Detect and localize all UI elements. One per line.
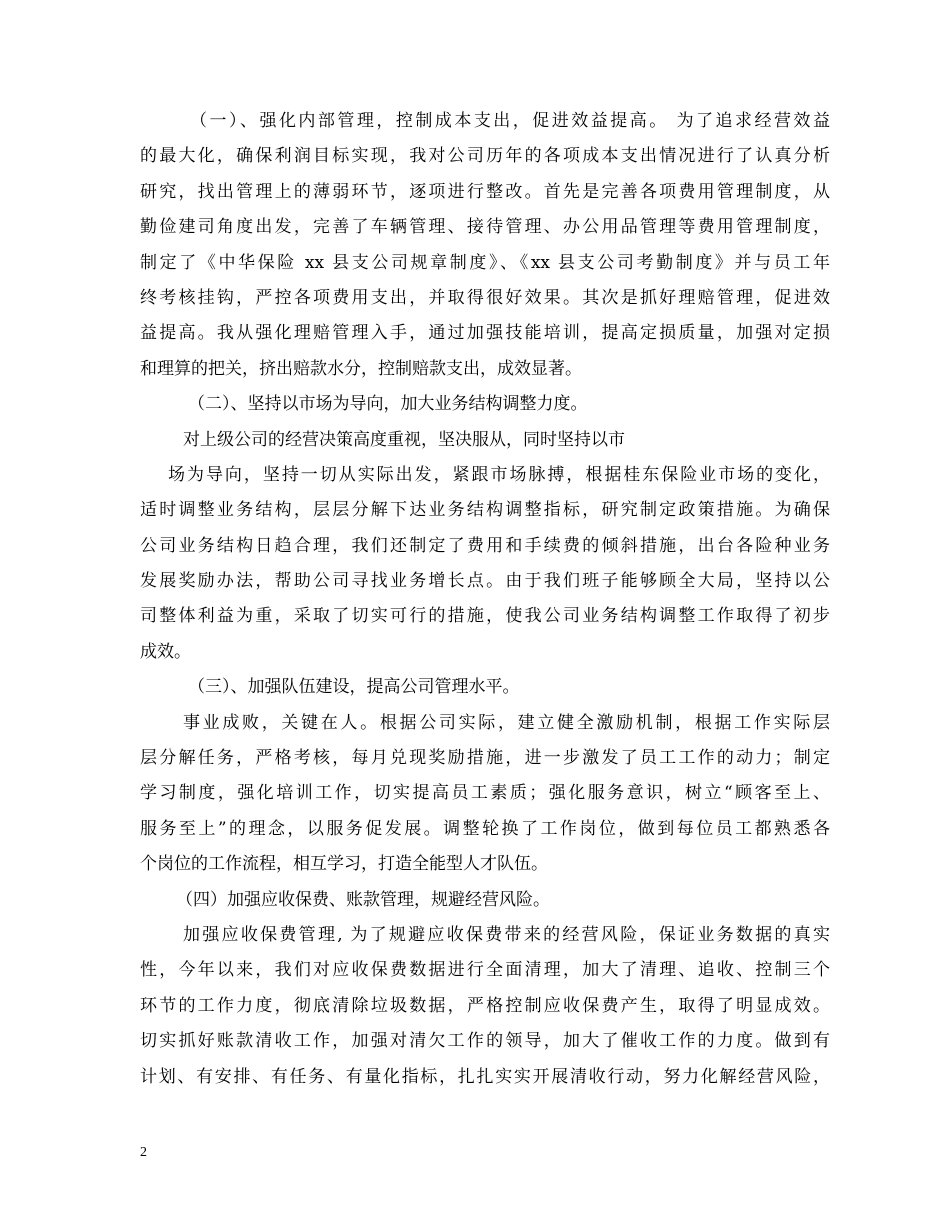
text-line: 计划、有安排、有任务、有量化指标，扎扎实实开展清收行动，努力化解经营风险， [140,1066,830,1087]
text-line: 司整体利益为重，采取了切实可行的措施，使我公司业务结构调整工作取得了初步 [140,606,830,627]
text-line: 益提高。我从强化理赔管理入手，通过加强技能培训，提高定损质量，加强对定损 [140,323,830,344]
text-line: 服务至上”的理念，以服务促发展。调整轮换了工作岗位，做到每位员工都熟悉各 [140,818,830,839]
section-heading-2: （二）、坚持以市场为导向，加大业务结构调整力度。 [188,394,588,415]
text-line: 和理算的把关，挤出赔款水分，控制赔款支出，成效显著。 [140,358,582,379]
text-line: 研究，找出管理上的薄弱环节，逐项进行整改。首先是完善各项费用管理制度，从 [140,181,830,202]
section-heading-1: （一）、强化内部管理，控制成本支出，促进效益提高。 为了追求经营效益 [190,111,830,131]
text-line: 性，今年以来，我们对应收保费数据进行全面清理，加大了清理、追收、控制三个 [140,960,830,981]
document-body [140,104,830,1095]
text-line: 发展奖励办法，帮助公司寻找业务增长点。由于我们班子能够顾全大局，坚持以公 [140,571,830,592]
section-heading-3: （三）、加强队伍建设，提高公司管理水平。 [188,677,520,698]
text-line: 成效。 [140,641,191,662]
text-line: 环节的工作力度，彻底清除垃圾数据，严格控制应收保费产生，取得了明显成效。 [140,995,830,1016]
text-line: 场为导向，坚持一切从实际出发，紧跟市场脉搏，根据桂东保险业市场的变化， [168,464,830,485]
text-line: 层分解任务，严格考核，每月兑现奖励措施，进一步激发了员工工作的动力；制定 [140,748,830,769]
text-line: 制定了《中华保险 xx 县支公司规章制度》、《xx 县支公司考勤制度》并与员工年 [140,252,830,273]
text-line: 公司业务结构日趋合理，我们还制定了费用和手续费的倾斜措施，出台各险种业务 [140,535,830,556]
section-heading-4: （四）加强应收保费、账款管理，规避经营风险。 [176,889,550,910]
page-number: 2 [140,1145,147,1160]
text-line: 切实抓好账款清收工作，加强对清欠工作的领导，加大了催收工作的力度。做到有 [140,1031,830,1052]
text-line: 的最大化，确保利润目标实现，我对公司历年的各项成本支出情况进行了认真分析 [140,146,830,167]
text-line: 勤俭建司角度出发，完善了车辆管理、接待管理、办公用品管理等费用管理制度， [140,217,830,238]
text-line: 适时调整业务结构，层层分解下达业务结构调整指标，研究制定政策措施。为确保 [140,500,830,521]
text-line: 学习制度，强化培训工作，切实提高员工素质；强化服务意识，树立“顾客至上、 [140,783,830,804]
text-line: 事业成败，关键在人。根据公司实际，建立健全激励机制，根据工作实际层 [183,712,830,733]
text-line: 终考核挂钩，严控各项费用支出，并取得很好效果。其次是抓好理赔管理，促进效 [140,287,830,308]
text-line: 加强应收保费管理, 为了规避应收保费带来的经营风险，保证业务数据的真实 [183,924,830,945]
text-line: 个岗位的工作流程，相互学习，打造全能型人才队伍。 [140,854,548,875]
text-line: 对上级公司的经营决策高度重视，坚决服从，同时坚持以市 [183,429,625,450]
